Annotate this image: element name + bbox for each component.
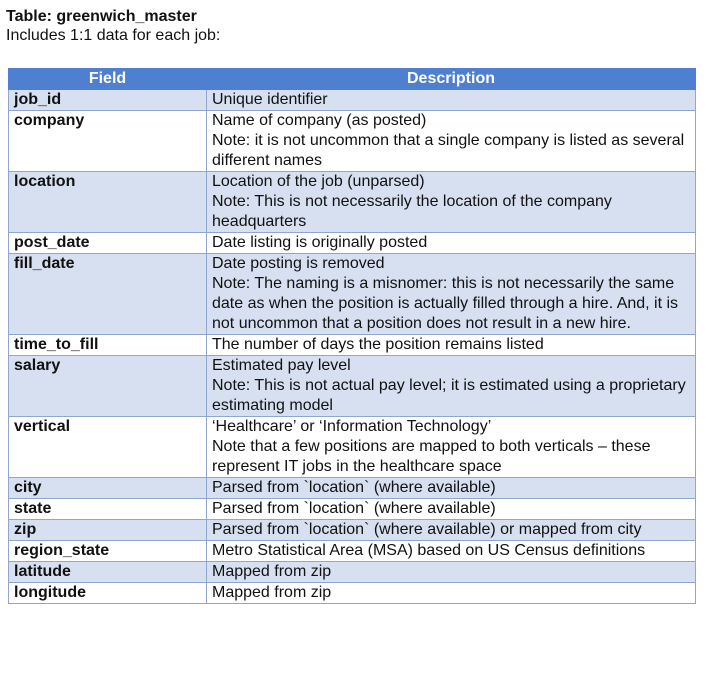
table-row — [9, 356, 696, 417]
field-name-cell: latitude — [9, 562, 207, 583]
table-row — [9, 111, 696, 172]
field-name-cell: city — [9, 478, 207, 499]
field-name-cell: zip — [9, 520, 207, 541]
description-line: Metro Statistical Area (MSA) based on US Census definitions — [212, 542, 646, 559]
description-cell — [207, 254, 696, 335]
field-name-cell: vertical — [9, 417, 207, 478]
table-row — [9, 583, 696, 604]
description-line: Parsed from `location` (where available) — [212, 500, 496, 517]
description-cell — [207, 541, 696, 562]
description-line: Note: it is not uncommon that a single company is listed as several different names — [212, 132, 685, 169]
table-row — [9, 478, 696, 499]
description-cell — [207, 111, 696, 172]
description-line: ‘Healthcare’ or ‘Information Technology’ — [212, 418, 492, 435]
description-line: Date listing is originally posted — [212, 234, 428, 251]
table-row — [9, 90, 696, 111]
table-row — [9, 417, 696, 478]
field-name-cell: region_state — [9, 541, 207, 562]
description-cell — [207, 90, 696, 111]
description-cell — [207, 478, 696, 499]
description-cell — [207, 356, 696, 417]
description-line: Parsed from `location` (where available) — [212, 479, 496, 496]
description-line: Parsed from `location` (where available) or mapped from city — [212, 521, 642, 538]
field-name-cell: post_date — [9, 233, 207, 254]
table-title: Table: greenwich_master — [6, 8, 197, 25]
description-line: Note that a few positions are mapped to both verticals – these represent IT jobs in the healthcare space — [212, 438, 651, 475]
table-row — [9, 499, 696, 520]
description-column-header: Description — [207, 69, 696, 90]
field-name-cell: state — [9, 499, 207, 520]
description-line: The number of days the position remains listed — [212, 336, 544, 353]
description-line: Name of company (as posted) — [212, 112, 427, 129]
field-column-header: Field — [9, 69, 207, 90]
description-line: Note: This is not actual pay level; it is estimated using a proprietary estimating model — [212, 377, 686, 414]
description-line: Mapped from zip — [212, 584, 332, 601]
description-cell — [207, 520, 696, 541]
description-line: Estimated pay level — [212, 357, 351, 374]
schema-table-body — [9, 90, 696, 604]
schema-table — [8, 68, 696, 604]
field-name-cell: longitude — [9, 583, 207, 604]
description-line: Note: The naming is a misnomer: this is not necessarily the same date as when the position is actually filled through a hire. And, it is not uncommon that a position does not result in a new hire. — [212, 275, 679, 332]
description-line: Note: This is not necessarily the location of the company headquarters — [212, 193, 612, 230]
description-line: Unique identifier — [212, 91, 328, 108]
field-name-cell: fill_date — [9, 254, 207, 335]
description-line: Mapped from zip — [212, 563, 332, 580]
field-name-cell: time_to_fill — [9, 335, 207, 356]
description-cell — [207, 233, 696, 254]
field-name-cell: job_id — [9, 90, 207, 111]
field-name-cell: company — [9, 111, 207, 172]
table-row — [9, 520, 696, 541]
description-cell — [207, 499, 696, 520]
description-cell — [207, 172, 696, 233]
table-row — [9, 335, 696, 356]
description-cell — [207, 583, 696, 604]
description-line: Date posting is removed — [212, 255, 385, 272]
description-cell — [207, 562, 696, 583]
table-row — [9, 254, 696, 335]
header-row — [9, 69, 696, 90]
table-row — [9, 233, 696, 254]
table-caption — [6, 7, 220, 45]
description-cell — [207, 335, 696, 356]
description-cell — [207, 417, 696, 478]
field-name-cell: location — [9, 172, 207, 233]
table-subtitle: Includes 1:1 data for each job: — [6, 27, 221, 44]
table-row — [9, 562, 696, 583]
table-row — [9, 541, 696, 562]
description-line: Location of the job (unparsed) — [212, 173, 425, 190]
field-name-cell: salary — [9, 356, 207, 417]
table-row — [9, 172, 696, 233]
